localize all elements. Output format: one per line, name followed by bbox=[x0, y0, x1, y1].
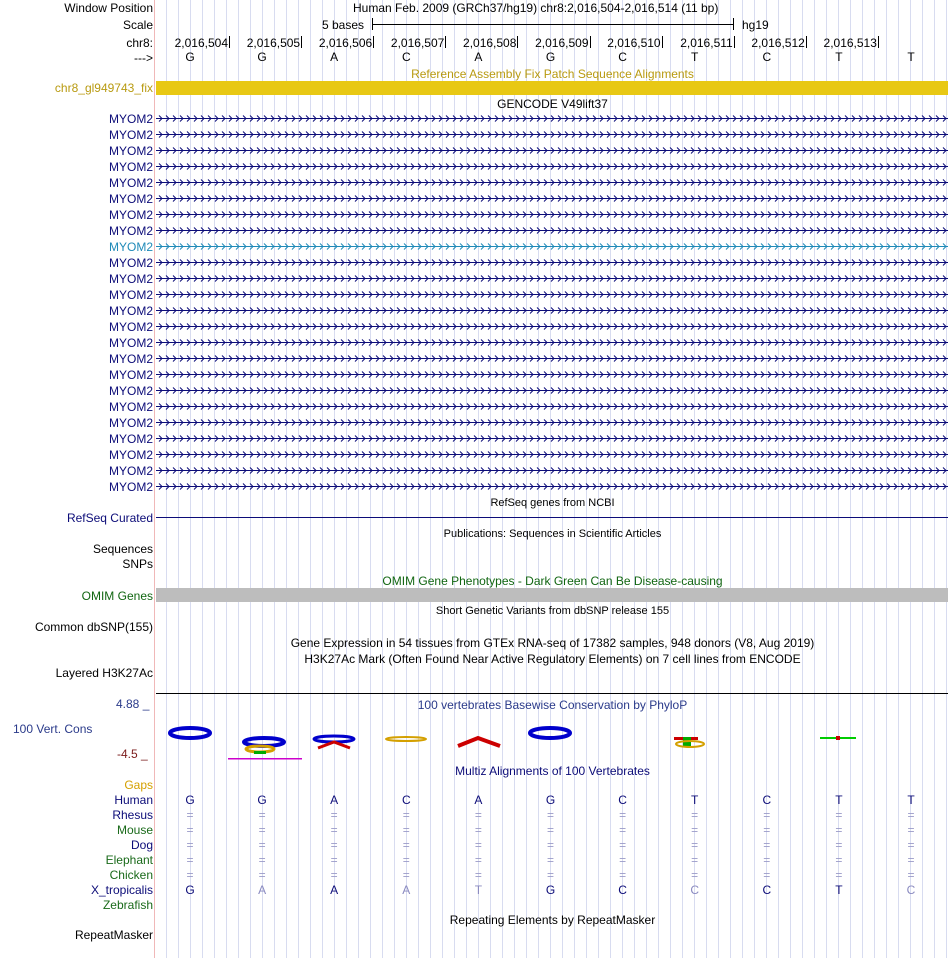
gencode-transcript-label[interactable]: MYOM2 bbox=[108, 400, 153, 414]
multiz-base: = bbox=[907, 808, 915, 822]
multiz-base: = bbox=[907, 823, 915, 837]
multiz-base: A bbox=[474, 793, 483, 807]
grid-line bbox=[394, 0, 395, 958]
multiz-base: = bbox=[402, 823, 410, 837]
logo-a-3 bbox=[314, 736, 354, 748]
grid-line bbox=[274, 0, 275, 958]
multiz-base: = bbox=[691, 838, 699, 852]
grid-line bbox=[466, 0, 467, 958]
gencode-transcript-bar[interactable] bbox=[156, 210, 948, 219]
multiz-base: T bbox=[474, 883, 483, 897]
multiz-base: = bbox=[835, 823, 843, 837]
omim-track-label[interactable]: OMIM Genes bbox=[81, 589, 153, 603]
grid-line bbox=[382, 0, 383, 958]
gencode-transcript-bar[interactable] bbox=[156, 146, 948, 155]
multiz-base: = bbox=[546, 868, 554, 882]
grid-line bbox=[442, 0, 443, 958]
logo-t-10 bbox=[820, 736, 856, 740]
grid-line bbox=[358, 0, 359, 958]
multiz-species-label[interactable]: Rhesus bbox=[112, 808, 153, 822]
gencode-transcript-bar[interactable] bbox=[156, 482, 948, 491]
multiz-base: C bbox=[762, 793, 772, 807]
grid-line bbox=[430, 0, 431, 958]
grid-line bbox=[922, 0, 923, 958]
gencode-transcript-bar[interactable] bbox=[156, 370, 948, 379]
grid-line bbox=[310, 0, 311, 958]
gencode-transcript-label[interactable]: MYOM2 bbox=[108, 144, 153, 158]
multiz-base: = bbox=[907, 868, 915, 882]
gtex-track-title: Gene Expression in 54 tissues from GTEx RNA-seq of 17382 samples, 948 donors (V8, Aug 2019) bbox=[290, 636, 815, 650]
multiz-base: = bbox=[186, 868, 194, 882]
multiz-species-label[interactable]: Elephant bbox=[105, 853, 153, 867]
multiz-base: = bbox=[835, 868, 843, 882]
gencode-transcript-bar[interactable] bbox=[156, 290, 948, 299]
grid-line bbox=[658, 0, 659, 958]
multiz-base: = bbox=[402, 868, 410, 882]
multiz-base: = bbox=[186, 853, 194, 867]
multiz-base: G bbox=[545, 883, 556, 897]
ruler-tick bbox=[445, 36, 446, 48]
multiz-species-label[interactable]: Mouse bbox=[116, 823, 153, 837]
multiz-base: = bbox=[474, 808, 482, 822]
gencode-transcript-bar[interactable] bbox=[156, 114, 948, 123]
ruler-tick bbox=[878, 36, 879, 48]
multiz-base: = bbox=[691, 868, 699, 882]
multiz-base: = bbox=[330, 868, 338, 882]
refseq-track-label[interactable]: RefSeq Curated bbox=[66, 511, 153, 525]
multiz-base: C bbox=[401, 793, 411, 807]
multiz-base: = bbox=[330, 838, 338, 852]
grid-line bbox=[238, 0, 239, 958]
gencode-transcript-bar[interactable] bbox=[156, 338, 948, 347]
ruler-position-label: 2,016,513 bbox=[823, 36, 877, 50]
ruler-tick bbox=[806, 36, 807, 48]
scale-label: Scale bbox=[122, 18, 153, 32]
gencode-transcript-label[interactable]: MYOM2 bbox=[108, 368, 153, 382]
multiz-base: T bbox=[835, 793, 843, 807]
gencode-transcript-bar[interactable] bbox=[156, 162, 948, 171]
grid-line bbox=[226, 0, 227, 958]
gencode-transcript-bar[interactable] bbox=[156, 418, 948, 427]
gencode-transcript-label[interactable]: MYOM2 bbox=[108, 352, 153, 366]
gencode-transcript-label[interactable]: MYOM2 bbox=[108, 192, 153, 206]
gencode-transcript-label[interactable]: MYOM2 bbox=[108, 416, 153, 430]
multiz-base: = bbox=[546, 808, 554, 822]
grid-line bbox=[670, 0, 671, 958]
grid-line bbox=[874, 0, 875, 958]
multiz-base: A bbox=[330, 793, 339, 807]
multiz-base: = bbox=[835, 808, 843, 822]
multiz-base: = bbox=[330, 823, 338, 837]
gencode-transcript-label[interactable]: MYOM2 bbox=[108, 160, 153, 174]
grid-line bbox=[610, 0, 611, 958]
gencode-transcript-bar[interactable] bbox=[156, 402, 948, 411]
multiz-base: = bbox=[619, 868, 627, 882]
multiz-base: = bbox=[546, 838, 554, 852]
phylop-max-label: 4.88 _ bbox=[116, 697, 150, 711]
gencode-transcript-label[interactable]: MYOM2 bbox=[108, 128, 153, 142]
multiz-base: T bbox=[835, 883, 843, 897]
multiz-base: = bbox=[763, 868, 771, 882]
grid-line bbox=[202, 0, 203, 958]
multiz-base: = bbox=[763, 808, 771, 822]
multiz-species-label[interactable]: X_tropicalis bbox=[90, 883, 153, 897]
gencode-transcript-label[interactable]: MYOM2 bbox=[108, 320, 153, 334]
multiz-base: = bbox=[763, 838, 771, 852]
grid-line bbox=[298, 0, 299, 958]
multiz-gaps-label[interactable]: Gaps bbox=[124, 778, 153, 792]
multiz-base: = bbox=[546, 853, 554, 867]
gencode-transcript-bar[interactable] bbox=[156, 130, 948, 139]
multiz-base: A bbox=[330, 883, 339, 897]
multiz-base: = bbox=[186, 838, 194, 852]
multiz-base: = bbox=[186, 823, 194, 837]
multiz-base: C bbox=[762, 883, 772, 897]
ruler-tick bbox=[662, 36, 663, 48]
logo-c-4 bbox=[386, 737, 426, 741]
omim-track-title: OMIM Gene Phenotypes - Dark Green Can Be Disease-causing bbox=[382, 574, 723, 588]
assembly-position-text: Human Feb. 2009 (GRCh37/hg19) chr8:2,016,504-2,016,514 (11 bp) bbox=[353, 1, 719, 15]
gencode-transcript-label[interactable]: MYOM2 bbox=[108, 256, 153, 270]
multiz-base: = bbox=[474, 823, 482, 837]
multiz-base: = bbox=[258, 868, 266, 882]
gencode-transcript-bar[interactable] bbox=[156, 178, 948, 187]
ruler-position-label: 2,016,505 bbox=[246, 36, 301, 50]
grid-line bbox=[346, 0, 347, 958]
multiz-base: = bbox=[691, 808, 699, 822]
multiz-base: = bbox=[546, 823, 554, 837]
grid-line bbox=[598, 0, 599, 958]
multiz-base: C bbox=[618, 883, 627, 897]
multiz-base: = bbox=[186, 808, 194, 822]
grid-line bbox=[718, 0, 719, 958]
gencode-transcript-bar[interactable] bbox=[156, 306, 948, 315]
fix-patch-alignment-bar[interactable] bbox=[156, 81, 948, 95]
multiz-species-label[interactable]: Human bbox=[114, 793, 153, 807]
gencode-track-title: GENCODE V49lift37 bbox=[497, 97, 608, 111]
grid-line bbox=[562, 0, 563, 958]
omim-gene-bar[interactable] bbox=[156, 588, 948, 602]
gencode-transcript-bar[interactable] bbox=[156, 386, 948, 395]
ruler-tick bbox=[229, 36, 230, 48]
multiz-base: = bbox=[402, 853, 410, 867]
h3k27ac-baseline bbox=[156, 693, 948, 694]
h3k27ac-track-label[interactable]: Layered H3K27Ac bbox=[55, 666, 153, 680]
reference-base: C bbox=[762, 50, 772, 64]
gencode-transcript-label[interactable]: MYOM2 bbox=[108, 288, 153, 302]
ruler-tick bbox=[517, 36, 518, 48]
gencode-transcript-bar[interactable] bbox=[156, 434, 948, 443]
gencode-transcript-label[interactable]: MYOM2 bbox=[108, 208, 153, 222]
ruler-position-label: 2,016,511 bbox=[680, 36, 733, 50]
ruler-position-label: 2,016,510 bbox=[607, 36, 661, 50]
gencode-transcript-label[interactable]: MYOM2 bbox=[108, 304, 153, 318]
phylop-min-label: -4.5 _ bbox=[117, 747, 148, 761]
logo-t-8 bbox=[674, 737, 704, 747]
multiz-species-label[interactable]: Chicken bbox=[109, 868, 153, 882]
grid-line bbox=[370, 0, 371, 958]
gencode-transcript-label[interactable]: MYOM2 bbox=[108, 480, 153, 494]
grid-line bbox=[214, 0, 215, 958]
refseq-gene-line[interactable] bbox=[156, 517, 948, 518]
multiz-base: = bbox=[691, 823, 699, 837]
scale-bar-right-tick bbox=[733, 18, 734, 30]
grid-line bbox=[490, 0, 491, 958]
gencode-transcript-label[interactable]: MYOM2 bbox=[108, 432, 153, 446]
window-position-label: Window Position bbox=[64, 1, 153, 15]
refseq-track-title: RefSeq genes from NCBI bbox=[490, 497, 615, 509]
gencode-transcript-bar[interactable] bbox=[156, 226, 948, 235]
reference-base: G bbox=[257, 50, 267, 64]
grid-line bbox=[322, 0, 323, 958]
multiz-base: = bbox=[619, 823, 627, 837]
fix-patch-track-title: Reference Assembly Fix Patch Sequence Alignments bbox=[411, 67, 694, 81]
gencode-transcript-label[interactable]: MYOM2 bbox=[108, 464, 153, 478]
grid-line bbox=[862, 0, 863, 958]
dbsnp-track-title: Short Genetic Variants from dbSNP release 155 bbox=[435, 605, 670, 617]
grid-line bbox=[814, 0, 815, 958]
grid-line bbox=[526, 0, 527, 958]
publications-snps-label[interactable]: SNPs bbox=[122, 557, 153, 571]
gencode-transcript-label[interactable]: MYOM2 bbox=[108, 112, 153, 126]
grid-line bbox=[730, 0, 731, 958]
grid-line bbox=[250, 0, 251, 958]
multiz-species-label[interactable]: Dog bbox=[130, 838, 153, 852]
grid-line bbox=[682, 0, 683, 958]
ruler-position-label: 2,016,508 bbox=[463, 36, 517, 50]
ruler-position-label: 2,016,504 bbox=[174, 36, 228, 50]
multiz-base: = bbox=[763, 823, 771, 837]
multiz-base: G bbox=[185, 883, 195, 897]
label-divider bbox=[154, 0, 155, 958]
multiz-base: = bbox=[835, 838, 843, 852]
gencode-transcript-bar[interactable] bbox=[156, 354, 948, 363]
reference-base: C bbox=[401, 50, 411, 64]
grid-line bbox=[634, 0, 635, 958]
grid-line bbox=[790, 0, 791, 958]
grid-line bbox=[646, 0, 647, 958]
gencode-transcript-bar[interactable] bbox=[156, 194, 948, 203]
multiz-base: = bbox=[907, 838, 915, 852]
grid-line bbox=[802, 0, 803, 958]
grid-line bbox=[286, 0, 287, 958]
fix-patch-track-label[interactable]: chr8_gl949743_fix bbox=[54, 81, 153, 95]
multiz-base: = bbox=[619, 808, 627, 822]
grid-line bbox=[886, 0, 887, 958]
gencode-transcript-bar[interactable] bbox=[156, 466, 948, 475]
ruler-position-label: 2,016,507 bbox=[390, 36, 445, 50]
grid-line bbox=[754, 0, 755, 958]
repeatmasker-track-title: Repeating Elements by RepeatMasker bbox=[449, 913, 656, 927]
chrom-label: chr8: bbox=[126, 36, 153, 50]
grid-line bbox=[166, 0, 167, 958]
multiz-base: = bbox=[474, 838, 482, 852]
reference-base: A bbox=[330, 50, 339, 64]
grid-line bbox=[778, 0, 779, 958]
multiz-base: C bbox=[690, 883, 700, 897]
logo-a-5 bbox=[458, 738, 500, 746]
reference-base: G bbox=[185, 50, 195, 64]
multiz-base: = bbox=[763, 853, 771, 867]
gencode-transcript-bar[interactable] bbox=[156, 258, 948, 267]
grid-line bbox=[418, 0, 419, 958]
multiz-base: = bbox=[907, 853, 915, 867]
multiz-track-title: Multiz Alignments of 100 Vertebrates bbox=[455, 764, 650, 778]
multiz-base: T bbox=[907, 793, 915, 807]
reference-base: G bbox=[545, 50, 556, 64]
dbsnp-track-label[interactable]: Common dbSNP(155) bbox=[34, 620, 153, 634]
grid-line bbox=[538, 0, 539, 958]
multiz-base: = bbox=[330, 853, 338, 867]
multiz-base: = bbox=[402, 808, 410, 822]
gencode-transcript-bar[interactable] bbox=[156, 450, 948, 459]
multiz-base: = bbox=[402, 838, 410, 852]
multiz-base: C bbox=[618, 793, 627, 807]
multiz-base: = bbox=[258, 853, 266, 867]
gencode-transcript-label[interactable]: MYOM2 bbox=[108, 224, 153, 238]
publications-track-title: Publications: Sequences in Scientific Articles bbox=[443, 528, 662, 540]
grid-line bbox=[514, 0, 515, 958]
phylop-track-title: 100 vertebrates Basewise Conservation by PhyloP bbox=[417, 698, 688, 712]
multiz-base: = bbox=[258, 808, 266, 822]
reference-base: T bbox=[835, 50, 843, 64]
multiz-base: = bbox=[835, 853, 843, 867]
gencode-transcript-label[interactable]: MYOM2 bbox=[108, 176, 153, 190]
multiz-base: = bbox=[474, 868, 482, 882]
multiz-base: C bbox=[906, 883, 916, 897]
phylop-logo-chart bbox=[156, 722, 948, 764]
ruler-tick bbox=[301, 36, 302, 48]
multiz-base: G bbox=[545, 793, 556, 807]
logo-g-2 bbox=[228, 738, 302, 760]
grid-line bbox=[742, 0, 743, 958]
multiz-base: T bbox=[691, 793, 699, 807]
multiz-base: A bbox=[258, 883, 267, 897]
gencode-transcript-label[interactable]: MYOM2 bbox=[108, 384, 153, 398]
scale-bar bbox=[372, 24, 733, 25]
multiz-species-label[interactable]: Zebrafish bbox=[102, 898, 153, 912]
ruler-position-label: 2,016,506 bbox=[318, 36, 373, 50]
strand-label: ---> bbox=[134, 51, 153, 65]
gencode-transcript-bar[interactable] bbox=[156, 322, 948, 331]
publications-sequences-label[interactable]: Sequences bbox=[92, 542, 153, 556]
grid-line bbox=[454, 0, 455, 958]
ruler-position-label: 2,016,509 bbox=[535, 36, 589, 50]
multiz-base: = bbox=[330, 808, 338, 822]
multiz-base: = bbox=[619, 838, 627, 852]
ruler-position-label: 2,016,512 bbox=[751, 36, 805, 50]
gencode-transcript-label[interactable]: MYOM2 bbox=[108, 240, 153, 254]
grid-line bbox=[934, 0, 935, 958]
grid-line bbox=[826, 0, 827, 958]
scale-db-text: hg19 bbox=[742, 18, 769, 32]
multiz-base: = bbox=[619, 853, 627, 867]
multiz-base: = bbox=[258, 823, 266, 837]
logo-g-6 bbox=[530, 728, 570, 738]
grid-line bbox=[586, 0, 587, 958]
grid-line bbox=[898, 0, 899, 958]
gencode-transcript-label[interactable]: MYOM2 bbox=[108, 272, 153, 286]
h3k27ac-track-title: H3K27Ac Mark (Often Found Near Active Regulatory Elements) on 7 cell lines from ENCODE bbox=[304, 652, 801, 666]
multiz-base: = bbox=[474, 853, 482, 867]
logo-g-1 bbox=[170, 728, 210, 738]
gencode-transcript-label[interactable]: MYOM2 bbox=[108, 448, 153, 462]
multiz-base: = bbox=[258, 838, 266, 852]
reference-base: A bbox=[474, 50, 483, 64]
gencode-transcript-label[interactable]: MYOM2 bbox=[108, 336, 153, 350]
ruler-tick bbox=[734, 36, 735, 48]
multiz-base: A bbox=[402, 883, 411, 897]
repeatmasker-track-label[interactable]: RepeatMasker bbox=[74, 928, 153, 942]
grid-line bbox=[502, 0, 503, 958]
grid-line bbox=[946, 0, 947, 958]
ruler-tick bbox=[373, 36, 374, 48]
ruler-tick bbox=[590, 36, 591, 48]
grid-line bbox=[574, 0, 575, 958]
grid-line bbox=[850, 0, 851, 958]
multiz-base: G bbox=[257, 793, 267, 807]
gencode-transcript-bar[interactable] bbox=[156, 242, 948, 251]
grid-line bbox=[706, 0, 707, 958]
grid-line bbox=[178, 0, 179, 958]
reference-base: T bbox=[691, 50, 699, 64]
multiz-base: G bbox=[185, 793, 195, 807]
reference-base: C bbox=[618, 50, 627, 64]
multiz-base: = bbox=[691, 853, 699, 867]
scale-bar-left-tick bbox=[372, 18, 373, 30]
phylop-track-label[interactable]: 100 Vert. Cons bbox=[13, 722, 93, 736]
gencode-transcript-bar[interactable] bbox=[156, 274, 948, 283]
reference-base: T bbox=[907, 50, 915, 64]
scale-bases-text: 5 bases bbox=[322, 18, 365, 32]
